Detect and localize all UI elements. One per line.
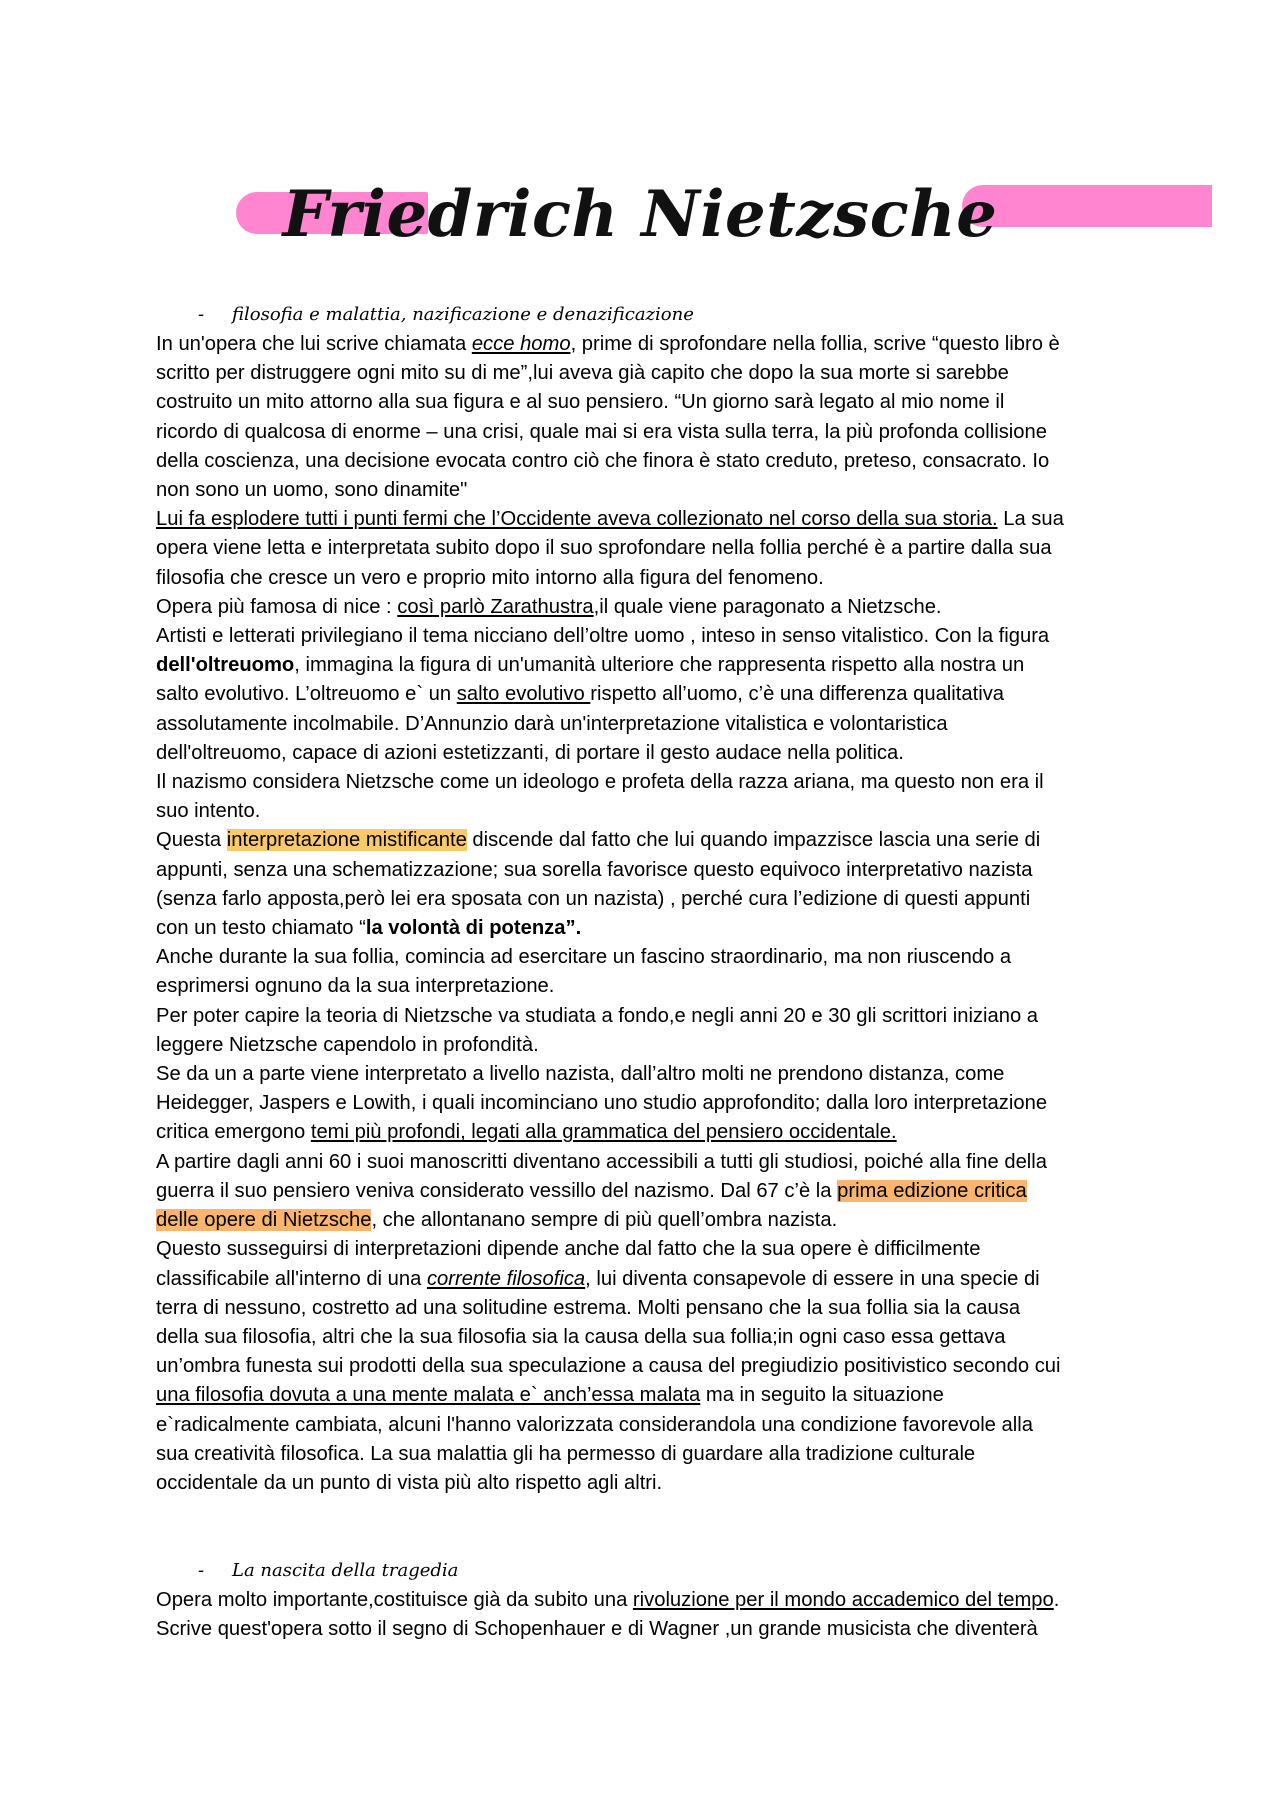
text-line: occidentale da un punto di vista più alto rispetto agli altri. bbox=[156, 1471, 663, 1494]
text-line: leggere Nietzsche capendolo in profondità. bbox=[156, 1033, 539, 1056]
text-line: dell'oltreuomo, capace di azioni estetizzanti, di portare il gesto audace nella politica. bbox=[156, 741, 904, 764]
section-nascita-tragedia bbox=[156, 1556, 1136, 1644]
text-line: una filosofia dovuta a una mente malata e` anch’essa malata ma in seguito la situazione bbox=[156, 1384, 944, 1407]
text-line: non sono un uomo, sono dinamite" bbox=[156, 479, 468, 502]
text-line: Lui fa esplodere tutti i punti fermi che l’Occidente aveva collezionato nel corso della sua storia. La sua bbox=[156, 508, 1064, 531]
text-line: suo intento. bbox=[156, 800, 261, 823]
text-line: Se da un a parte viene interpretato a livello nazista, dall’altro molti ne prendono distanza, come bbox=[156, 1063, 1005, 1086]
text-line: delle opere di Nietzsche, che allontanano sempre di più quell’ombra nazista. bbox=[156, 1209, 838, 1232]
section-heading-text: filosofia e malattia, nazificazione e denazificazione bbox=[232, 304, 694, 325]
text-line: terra di nessuno, costretto ad una solitudine estrema. Molti pensano che la sua follia sia la causa bbox=[156, 1296, 1021, 1319]
text-line: (senza farlo apposta,però lei era sposata con un nazista) , perché cura l’edizione di questi appunti bbox=[156, 887, 1031, 910]
text-line: esprimersi ognuno da la sua interpretazione. bbox=[156, 975, 555, 998]
bullet-dash: - bbox=[198, 1560, 205, 1581]
highlighted-phrase: prima edizione critica bbox=[837, 1179, 1027, 1202]
text-line: Il nazismo considera Nietzsche come un ideologo e profeta della razza ariana, ma questo non era il bbox=[156, 771, 1044, 794]
text-line: In un'opera che lui scrive chiamata ecce homo, prime di sprofondare nella follia, scrive “questo libro è bbox=[156, 333, 1060, 355]
text-line: un’ombra funesta sui prodotti della sua speculazione a causa del pregiudizio positivistico secondo cui bbox=[156, 1355, 1061, 1378]
text-line: classificabile all'interno di una corrente filosofica, lui diventa consapevole di essere in una specie di bbox=[156, 1267, 1040, 1290]
text-line: salto evolutivo. L’oltreuomo e` un salto evolutivo rispetto all’uomo, c’è una differenza qualitativa bbox=[156, 683, 1005, 706]
text-line: della sua filosofia, altri che la sua filosofia sia la causa della sua follia;in ogni caso essa gettava bbox=[156, 1325, 1006, 1348]
text-line: appunti, senza una schematizzazione; sua sorella favorisce questo equivoco interpretativo nazista bbox=[156, 858, 1033, 881]
section-heading bbox=[156, 1556, 1136, 1586]
text-line: critica emergono temi più profondi, legati alla grammatica del pensiero occidentale. bbox=[156, 1121, 897, 1144]
underlined-phrase: rivoluzione per il mondo accademico del tempo bbox=[632, 1589, 1054, 1611]
text-line: con un testo chiamato “la volontà di potenza”. bbox=[156, 917, 582, 940]
section-heading bbox=[156, 300, 1136, 330]
title-banner bbox=[0, 160, 1280, 270]
section-filosofia-malattia bbox=[156, 300, 1136, 1498]
text-line: costruito un mito attorno alla sua figura e al suo pensiero. “Un giorno sarà legato al mio nome il bbox=[156, 391, 1005, 414]
text-line: assolutamente incolmabile. D’Annunzio darà un'interpretazione vitalistica e volontaristica bbox=[156, 712, 948, 735]
page-title: Friedrich Nietzsche bbox=[282, 177, 998, 252]
text-line: dell'oltreuomo, immagina la figura di un'umanità ulteriore che rappresenta rispetto alla nostra un bbox=[156, 654, 1025, 677]
underlined-phrase: temi più profondi, legati alla grammatica del pensiero occidentale. bbox=[310, 1121, 897, 1144]
text-line: e`radicalmente cambiata, alcuni l'hanno valorizzata considerandola una condizione favorevole alla bbox=[156, 1413, 1033, 1436]
text-line: opera viene letta e interpretata subito dopo il suo sprofondare nella follia perché è a partire dalla sua bbox=[156, 537, 1052, 560]
highlighted-phrase: interpretazione mistificante bbox=[226, 829, 467, 852]
text-line: Questo susseguirsi di interpretazioni dipende anche dal fatto che la sua opere è difficilmente bbox=[156, 1238, 981, 1261]
text-line: Scrive quest'opera sotto il segno di Schopenhauer e di Wagner ,un grande musicista che diventerà bbox=[156, 1618, 1038, 1641]
underlined-phrase: corrente filosofica bbox=[426, 1267, 586, 1290]
book-title-ecce-homo: ecce homo bbox=[471, 333, 571, 355]
text-line: scritto per distruggere ogni mito su di me”,lui aveva già capito che dopo la sua morte si sarebbe bbox=[156, 362, 1009, 385]
text-line: guerra il suo pensiero veniva considerato vessillo del nazismo. Dal 67 c’è la prima edizione critica bbox=[156, 1179, 1027, 1202]
underlined-phrase: salto evolutivo bbox=[456, 683, 591, 706]
text-line: filosofia che cresce un vero e proprio mito intorno alla figura del fenomeno. bbox=[156, 566, 824, 589]
text-line: Opera molto importante,costituisce già da subito una rivoluzione per il mondo accademico del tempo. bbox=[156, 1589, 1060, 1611]
bullet-dash: - bbox=[198, 304, 205, 325]
text-line: Artisti e letterati privilegiano il tema nicciano dell’oltre uomo , inteso in senso vitalistico. Con la figura bbox=[156, 625, 1050, 648]
book-title-zarathustra: così parlò Zarathustra bbox=[397, 595, 594, 618]
text-line: A partire dagli anni 60 i suoi manoscritti diventano accessibili a tutti gli studiosi, poiché alla fine della bbox=[156, 1150, 1047, 1173]
text-line: della coscienza, una decisione evocata contro ciò che finora è stato creduto, preteso, consacrato. Io bbox=[156, 449, 1050, 472]
bold-title-volonta-potenza: la volontà di potenza”. bbox=[365, 917, 582, 940]
section-heading-text: La nascita della tragedia bbox=[232, 1560, 459, 1581]
underlined-phrase: Lui fa esplodere tutti i punti fermi che l’Occidente aveva collezionato nel corso della sua storia. bbox=[156, 508, 998, 531]
text-line: Anche durante la sua follia, comincia ad esercitare un fascino straordinario, ma non riuscendo a bbox=[156, 946, 1012, 969]
text-line: ricordo di qualcosa di enorme – una crisi, quale mai si era vista sulla terra, la più profonda collisione bbox=[156, 420, 1047, 443]
text-line: sua creatività filosofica. La sua malattia gli ha permesso di guardare alla tradizione culturale bbox=[156, 1442, 976, 1465]
text-line: Heidegger, Jaspers e Lowith, i quali incominciano uno studio approfondito; dalla loro interpretazione bbox=[156, 1092, 1048, 1115]
text-line: Per poter capire la teoria di Nietzsche va studiata a fondo,e negli anni 20 e 30 gli scrittori iniziano a bbox=[156, 1004, 1039, 1027]
highlighted-phrase: delle opere di Nietzsche bbox=[156, 1209, 372, 1232]
bold-term-oltreuomo: dell'oltreuomo bbox=[156, 654, 295, 677]
text-line: Questa interpretazione mistificante discende dal fatto che lui quando impazzisce lascia una serie di bbox=[156, 829, 1041, 852]
underlined-phrase: una filosofia dovuta a una mente malata e` anch’essa malata bbox=[156, 1384, 701, 1407]
text-line: Opera più famosa di nice : così parlò Zarathustra,il quale viene paragonato a Nietzsche. bbox=[156, 595, 942, 618]
